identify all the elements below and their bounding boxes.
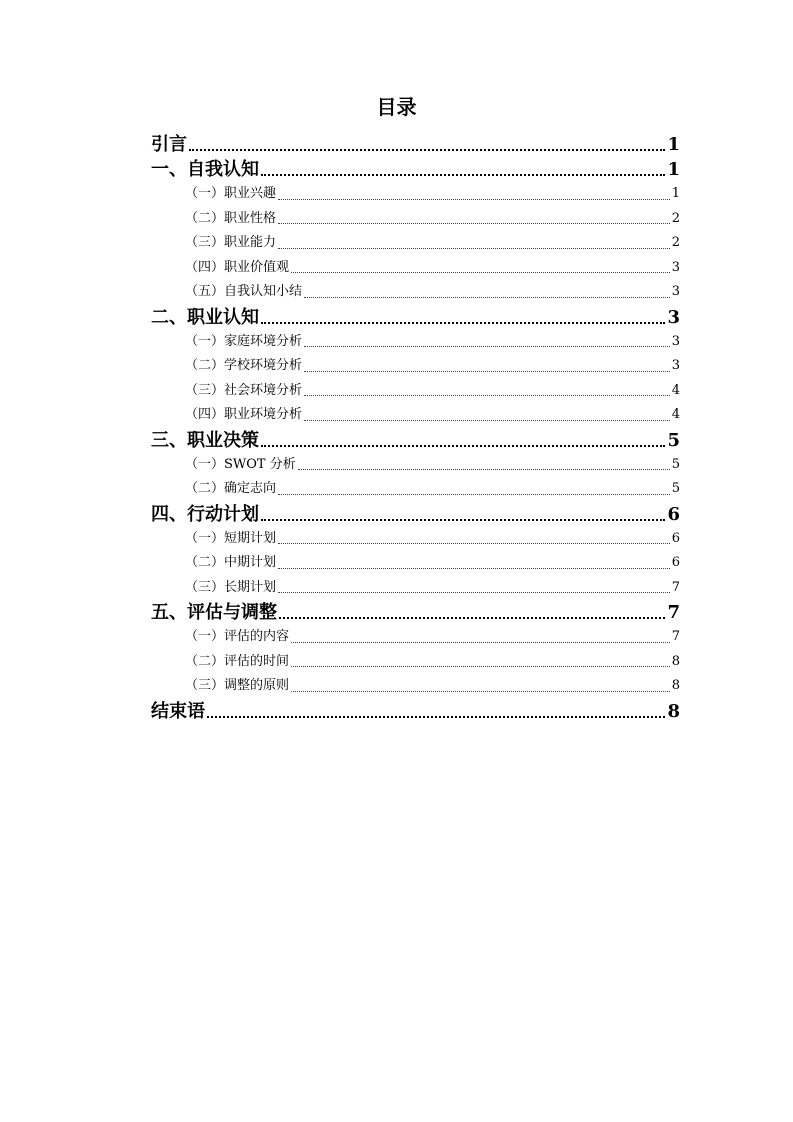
toc-page-number: 3 [671, 358, 680, 373]
toc-chapter-entry[interactable] [151, 428, 683, 453]
toc-entry-label: （二）职业性格 [185, 210, 277, 226]
toc-page-number: 7 [671, 579, 680, 595]
toc-dot-leader [304, 371, 670, 372]
toc-page-number: 5 [667, 429, 680, 451]
toc-chapter-entry[interactable] [151, 132, 683, 157]
toc-entry-label: （四）职业价值观 [185, 259, 290, 275]
toc-dot-leader [278, 592, 670, 593]
toc-entry-label: （三）职业能力 [185, 235, 277, 250]
toc-dot-leader [304, 346, 670, 347]
toc-dot-leader [304, 395, 670, 396]
toc-page-number: 8 [667, 700, 680, 722]
toc-entry-label: 五、评估与调整 [151, 602, 277, 623]
toc-page-number: 7 [667, 602, 680, 623]
toc-entry-label: （三）长期计划 [185, 579, 277, 595]
toc-section-entry[interactable] [151, 674, 683, 699]
toc-entry-label: （二）中期计划 [185, 555, 277, 570]
toc-entry-label: （一）职业兴趣 [185, 186, 277, 201]
toc-section-entry[interactable] [151, 330, 683, 355]
toc-page-number: 3 [671, 284, 680, 299]
toc-dot-leader [207, 716, 665, 718]
toc-section-entry[interactable] [151, 207, 683, 232]
toc-page-number: 3 [671, 333, 680, 349]
toc-chapter-entry[interactable] [151, 502, 683, 527]
toc-page-number: 4 [671, 382, 680, 398]
toc-page-number: 1 [671, 186, 680, 201]
toc-dot-leader [291, 666, 670, 667]
toc-dot-leader [261, 174, 665, 176]
toc-page-number: 7 [671, 629, 680, 644]
toc-dot-leader [278, 223, 670, 224]
toc-section-entry[interactable] [151, 182, 683, 207]
toc-entry-label: （五）自我认知小结 [185, 284, 303, 299]
toc-page-number: 1 [667, 134, 680, 155]
toc-section-entry[interactable] [151, 280, 683, 305]
toc-page-number: 8 [671, 678, 680, 693]
toc-section-entry[interactable] [151, 231, 683, 256]
toc-title: 目录 [376, 95, 417, 119]
toc-page-number: 2 [671, 235, 680, 250]
toc-entry-label: （一）SWOT 分析 [185, 456, 296, 472]
toc-dot-leader [291, 272, 670, 273]
toc-entry-label: （三）社会环境分析 [185, 382, 303, 398]
toc-section-entry[interactable] [151, 256, 683, 281]
toc-dot-leader [261, 445, 665, 447]
toc-dot-leader [298, 469, 670, 470]
toc-page-number: 4 [671, 407, 680, 422]
toc-dot-leader [261, 519, 665, 521]
toc-dot-leader [304, 420, 670, 421]
toc-entry-label: （一）评估的内容 [185, 629, 290, 644]
toc-page-number: 6 [671, 555, 680, 570]
toc-dot-leader [261, 322, 665, 324]
toc-dot-leader [278, 199, 670, 200]
toc-page-number: 5 [671, 481, 680, 496]
toc-dot-leader [291, 642, 670, 643]
toc-entry-label: （一）家庭环境分析 [185, 333, 303, 349]
toc-section-entry[interactable] [151, 576, 683, 601]
toc-entry-label: （四）职业环境分析 [185, 407, 303, 422]
toc-dot-leader [304, 297, 670, 298]
toc-entry-label: 二、职业认知 [151, 306, 259, 328]
toc-chapter-entry[interactable] [151, 600, 683, 625]
toc-page-number: 5 [671, 456, 680, 472]
toc-section-entry[interactable] [151, 354, 683, 379]
toc-dot-leader [278, 543, 670, 544]
toc-dot-leader [291, 691, 670, 692]
toc-dot-leader [278, 494, 670, 495]
toc-entry-label: 一、自我认知 [151, 159, 259, 180]
toc-entry-label: 引言 [151, 134, 187, 155]
toc-chapter-entry[interactable] [151, 157, 683, 182]
toc-entry-label: （三）调整的原则 [185, 678, 290, 693]
toc-dot-leader [279, 617, 665, 619]
toc-page-number: 3 [667, 306, 680, 328]
toc-entry-label: （二）评估的时间 [185, 653, 290, 669]
toc-dot-leader [278, 568, 670, 569]
toc-section-entry[interactable] [151, 625, 683, 650]
toc-section-entry[interactable] [151, 650, 683, 675]
toc-section-entry[interactable] [151, 453, 683, 478]
toc-entry-label: （二）确定志向 [185, 481, 277, 496]
toc-section-entry[interactable] [151, 551, 683, 576]
toc-chapter-entry[interactable] [151, 699, 683, 724]
toc-entry-label: 四、行动计划 [151, 503, 259, 525]
toc-page-number: 6 [671, 530, 680, 546]
toc-dot-leader [189, 149, 665, 151]
toc-page-number: 3 [671, 259, 680, 275]
toc-page-number: 8 [671, 653, 680, 669]
toc-entry-label: （二）学校环境分析 [185, 358, 303, 373]
toc-section-entry[interactable] [151, 527, 683, 552]
toc-page-number: 2 [671, 210, 680, 226]
toc-section-entry[interactable] [151, 477, 683, 502]
toc-section-entry[interactable] [151, 403, 683, 428]
toc-entry-label: （一）短期计划 [185, 530, 277, 546]
toc-list [151, 132, 683, 724]
toc-dot-leader [278, 248, 670, 249]
toc-page-number: 1 [667, 159, 680, 180]
toc-entry-label: 结束语 [151, 700, 205, 722]
toc-chapter-entry[interactable] [151, 305, 683, 330]
toc-entry-label: 三、职业决策 [151, 429, 259, 451]
toc-page-number: 6 [667, 503, 680, 525]
toc-section-entry[interactable] [151, 379, 683, 404]
